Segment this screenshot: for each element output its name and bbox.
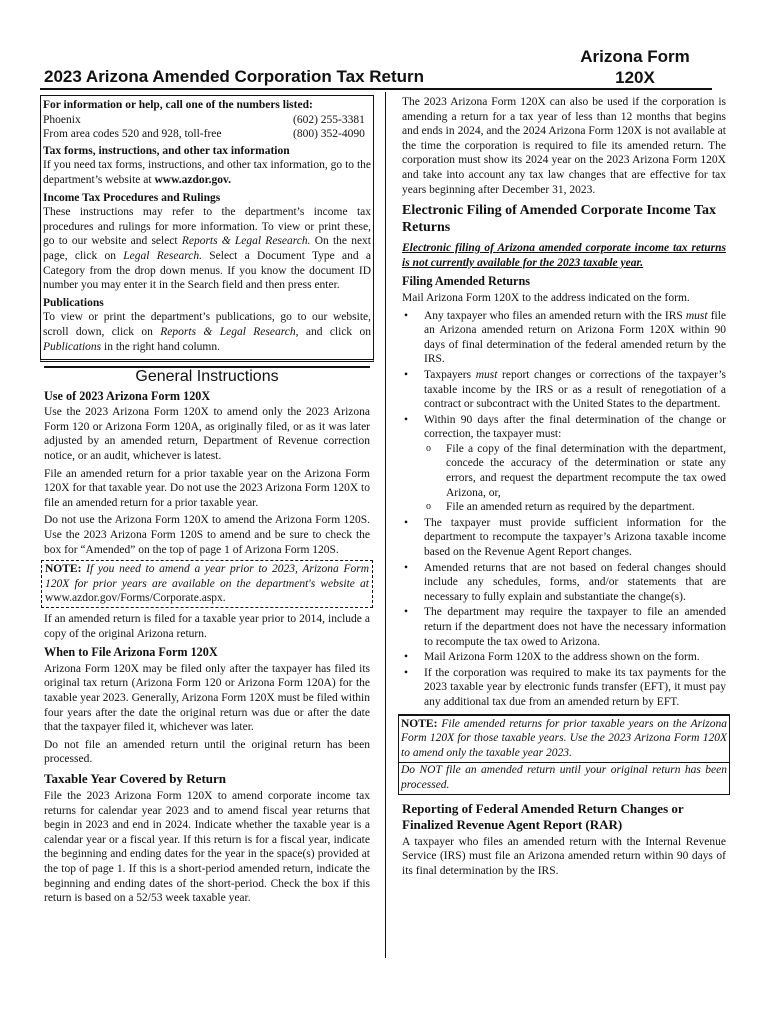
list-item: • Within 90 days after the final determination of the change or correction, the taxpayer must: o File a copy of the final determination with the department, concede the accuracy of the determination or state any errors, and request the department recompute the tax owed Arizona, or, o File an amended return as required by the department. (424, 413, 726, 515)
publications-heading: Publications (43, 296, 104, 309)
efile-text: Electronic filing of Arizona amended corporate income tax returns is not currently available for the 2023 taxable year. (402, 242, 726, 269)
rar-text: A taxpayer who files an amended return with the Internal Revenue Service (IRS) must file an Arizona amended return within 90 days of its final determination by the IRS. (402, 835, 726, 877)
filing-list (402, 309, 726, 710)
use-p3: Do not use the Arizona Form 120X to amend the Arizona Form 120S. Use the 2023 Arizona Form 120S to amend and be sure to check the box for “Amended” on the top of page 1 of Arizona Form 120S. (44, 514, 370, 556)
info-heading: For information or help, call one of the numbers listed: (43, 99, 313, 111)
form-number (560, 46, 710, 88)
header-rule (40, 88, 712, 90)
forms-text: If you need tax forms, instructions, and other tax information, go to the department’s website at www.azdor.gov. (43, 159, 371, 186)
list-item: • The department may require the taxpayer to file an amended return if the department does not have the necessary information to recompute the tax owed to Arizona. (424, 605, 726, 649)
procedures-heading: Income Tax Procedures and Rulings (43, 191, 221, 204)
right-column (402, 95, 726, 881)
sub-list (424, 442, 726, 515)
use-heading: Use of 2023 Arizona Form 120X (44, 388, 211, 403)
rar-heading: Reporting of Federal Amended Return Changes or Finalized Revenue Agent Report (RAR) (402, 800, 684, 832)
list-item: • If the corporation was required to make its tax payments for the 2023 taxable year by electronic funds transfer (EFT), it must pay any additional tax due from an amended return by EFT. (424, 666, 726, 710)
form-line-1: Arizona Form (580, 47, 690, 66)
filing-intro: Mail Arizona Form 120X to the address indicated on the form. (402, 291, 690, 304)
phoenix-number: (602) 255-3381 (293, 113, 365, 126)
when-p2: Do not file an amended return until the original return has been processed. (44, 738, 370, 766)
amended-note: NOTE: File amended returns for prior taxable years on the Arizona Form 120X for those taxable years. Use the 2023 Arizona Form 120X to amend only the taxable year 2023. Do NOT file an amended return until your original return has been processed. (398, 714, 730, 795)
list-item: • Mail Arizona Form 120X to the address shown on the form. (424, 650, 726, 665)
list-item: • Any taxpayer who files an amended return with the IRS must file an Arizona amended return on Arizona Form 120X within 90 days of final determination of the federal amended return by the IRS. (424, 309, 726, 367)
page-title: 2023 Arizona Amended Corporation Tax Return (44, 67, 425, 86)
sub-list-item: o File a copy of the final determination with the department, concede the accuracy of the determination or state any errors, and request the department recompute the tax owed Arizona, or, (446, 442, 726, 500)
processed-note: Do NOT file an amended return until your original return has been processed. (401, 764, 727, 791)
list-item: • Amended returns that are not based on federal changes should include any schedules, forms, and/or statements that are necessary to fully explain and substantiate the change(s). (424, 561, 726, 605)
tollfree-row (43, 127, 371, 142)
when-heading: When to File Arizona Form 120X (44, 645, 218, 660)
procedures-text: These instructions may refer to the department’s income tax procedures and rulings for more information. To view or print these, go to our website and select Reports & Legal Research. On the next page, click on Legal Research. Select a Document Type and a Category from the drop down menus. If you know the document ID number you may enter it in the Search field and then press enter. (43, 206, 372, 292)
form-line-2: 120X (615, 68, 655, 87)
when-p1: Arizona Form 120X may be filed only after the taxpayer has filed its original tax return (Arizona Form 120 or Arizona Form 120A) for the taxable year 2023. Generally, Arizona Form 120X must be filed within four years after the date the original return was due or after the date that the taxpayer filed it, whichever was later. (44, 662, 370, 734)
filing-heading: Filing Amended Returns (402, 274, 530, 289)
use-p1: Use the 2023 Arizona Form 120X to amend only the 2023 Arizona Form 120 or Arizona Form 120A, as originally filed, or as it was later adjusted by an amended return, Department of Revenue correction notice, or an audit, whichever is latest. (44, 406, 370, 463)
prior-year-note: NOTE: If you need to amend a year prior to 2023, Arizona Form 120X for prior years are available on the department's website at www.azdor.gov/Forms/Corporate.aspx. (41, 560, 373, 608)
use-p2: File an amended return for a prior taxable year on the Arizona Form 120X for that taxable year. Do not use the 2023 Arizona Form 120X to file an amended return for a prior taxable year. (44, 467, 370, 509)
use-p4: If an amended return is filed for a taxable year prior to 2014, include a copy of the original Arizona return. (44, 613, 370, 640)
tollfree-label: From area codes 520 and 928, toll-free (43, 128, 222, 141)
taxable-year-heading: Taxable Year Covered by Return (44, 770, 226, 786)
publications-text: To view or print the department’s publications, go to our website, scroll down, click on Reports & Legal Research, and click on Publications in the right hand column. (43, 311, 372, 353)
general-instructions-title: General Instructions (44, 366, 370, 385)
website-link[interactable]: www.azdor.gov. (154, 173, 232, 186)
phoenix-row (43, 113, 371, 128)
corporate-forms-link[interactable]: www.azdor.gov/Forms/Corporate.aspx. (45, 592, 226, 605)
list-item: • The taxpayer must provide sufficient information for the department to recompute the taxpayer’s Arizona taxable income based on the Revenue Agent Report changes. (424, 516, 726, 560)
list-item: • Taxpayers must report changes or corrections of the taxpayer’s taxable income by the IRS or as a result of renegotiation of a contract or subcontract with the United States to the department. (424, 368, 726, 412)
phoenix-label: Phoenix (43, 113, 81, 126)
efile-heading: Electronic Filing of Amended Corporate Income Tax Returns (402, 203, 716, 236)
info-box (40, 95, 374, 362)
intro-text: The 2023 Arizona Form 120X can also be used if the corporation is amending a return for a tax year of less than 12 months that begins and ends in 2024, and the 2024 Arizona Form 120X is not available at the time the corporation is required to file its amended return. The corporation must show its 2024 year on the 2023 Arizona Form 120X and take into account any tax law changes that are effective for tax years beginning after December 31, 2023. (402, 96, 726, 196)
taxable-year-p1: File the 2023 Arizona Form 120X to amend corporate income tax returns for calendar year 2023 and to amend fiscal year returns that begin in 2023 and end in 2024. Indicate whether the taxable year is a calendar year or a fiscal year. If this return is for a fiscal year, indicate the beginning and ending dates for the year in the space(s) provided at the top of page 1. If this is a short-period amended return, indicate the beginning and ending dates of the short-period. Check the box if this return is based on a 52/53 week taxable year. (44, 789, 370, 905)
column-divider (385, 92, 386, 958)
forms-heading: Tax forms, instructions, and other tax information (43, 144, 290, 157)
left-column (44, 95, 370, 909)
tollfree-number: (800) 352-4090 (293, 128, 365, 141)
sub-list-item: o File an amended return as required by the department. (446, 500, 726, 515)
